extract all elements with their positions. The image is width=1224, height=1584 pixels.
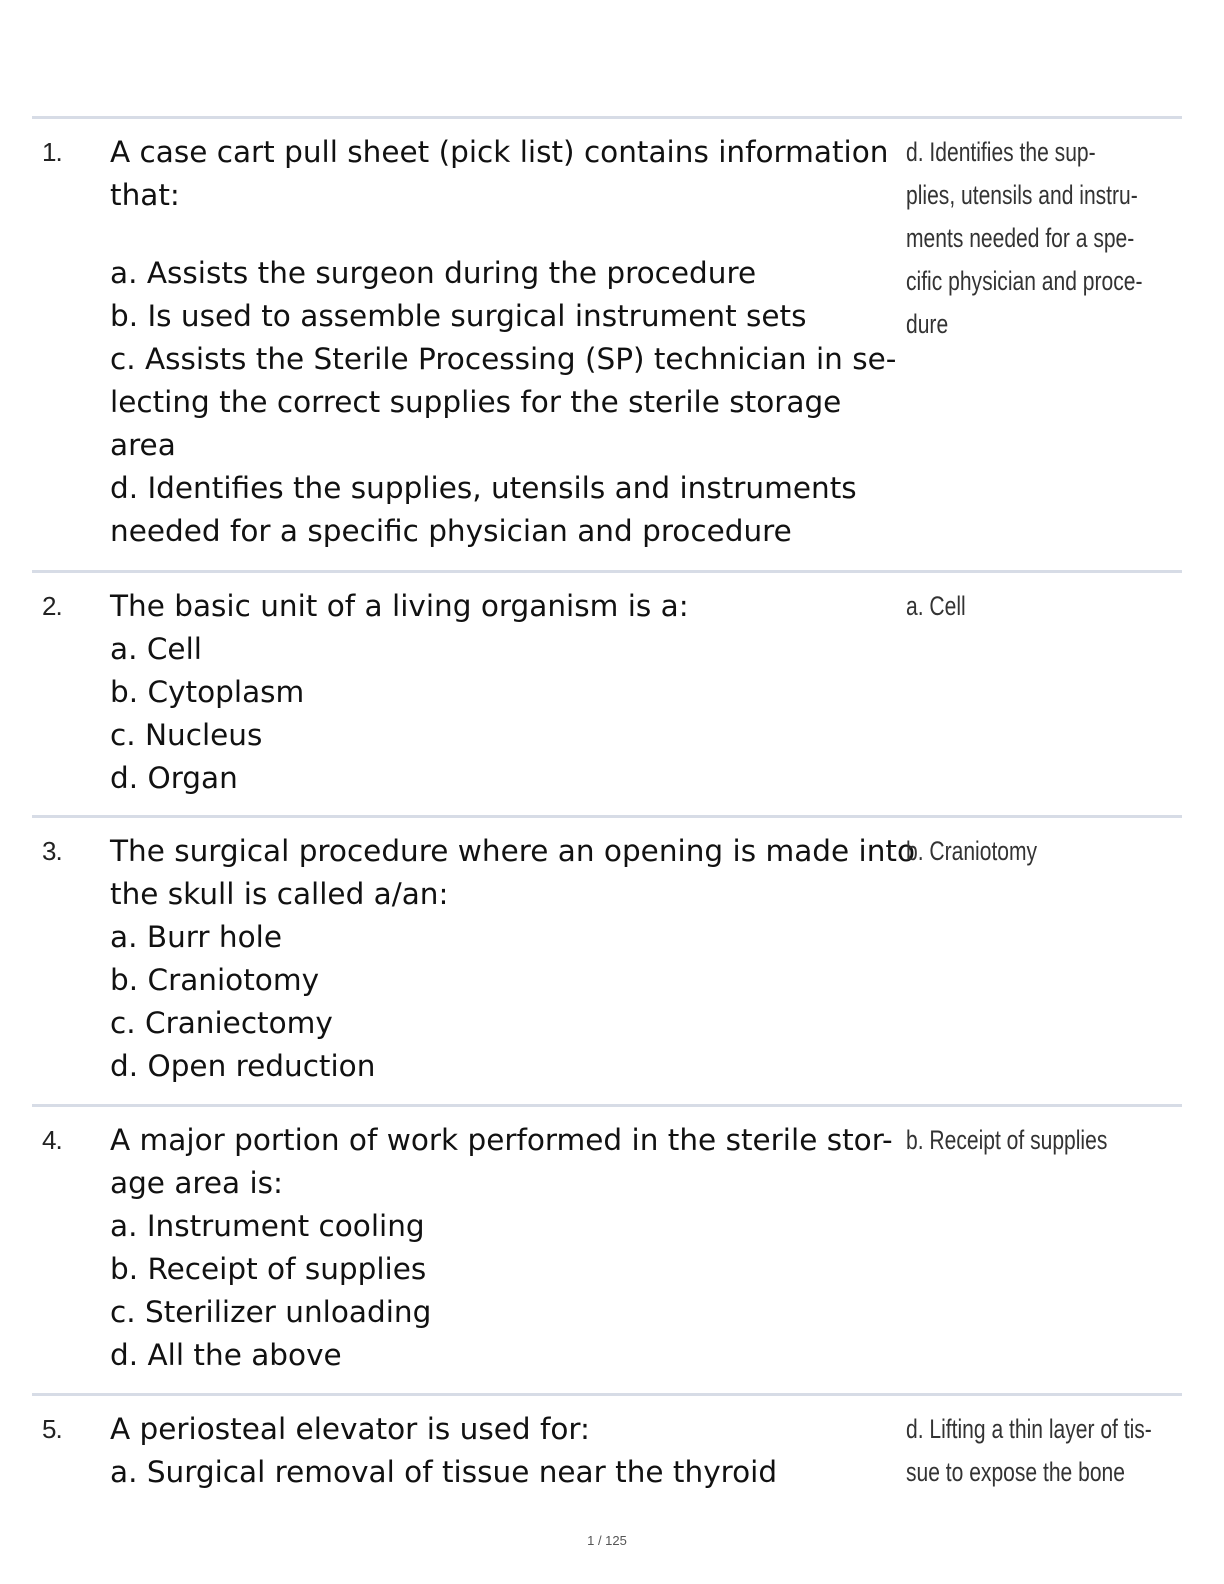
question-stem-line: The basic unit of a living organism is a:	[110, 589, 689, 623]
answer-line: d. Lifting a thin layer of tis-	[906, 1414, 1152, 1444]
question-row	[32, 570, 1182, 815]
option-line: c. Sterilizer unloading	[110, 1295, 432, 1329]
answer-line: a. Cell	[906, 591, 966, 621]
question-text	[110, 1119, 900, 1377]
option-line: d. Organ	[110, 761, 238, 795]
question-text	[110, 1408, 900, 1494]
answer-line: ments needed for a spe-	[906, 223, 1135, 253]
option-line: d. Identifies the supplies, utensils and instruments	[110, 471, 857, 505]
answer-text	[906, 830, 1117, 873]
option-line: a. Assists the surgeon during the procedure	[110, 256, 757, 290]
option-line: b. Cytoplasm	[110, 675, 305, 709]
option-line: needed for a specific physician and procedure	[110, 514, 792, 548]
question-row	[32, 1104, 1182, 1393]
answer-text	[906, 585, 1117, 628]
question-stem-line: The surgical procedure where an opening is made into	[110, 834, 916, 868]
question-text	[110, 585, 900, 800]
question-number: 4.	[42, 1125, 62, 1155]
option-line: c. Craniectomy	[110, 1006, 333, 1040]
option-line: c. Assists the Sterile Processing (SP) technician in se-	[110, 342, 897, 376]
answer-line: sue to expose the bone	[906, 1457, 1125, 1487]
option-line: a. Surgical removal of tissue near the thyroid	[110, 1455, 778, 1489]
question-row	[32, 815, 1182, 1104]
question-row	[32, 1393, 1182, 1503]
page-indicator: 1 / 125	[587, 1533, 627, 1548]
option-line: a. Cell	[110, 632, 202, 666]
answer-text	[906, 1119, 1117, 1162]
answer-line: d. Identifies the sup-	[906, 137, 1096, 167]
answer-text	[906, 1408, 1152, 1494]
option-line: lecting the correct supplies for the sterile storage	[110, 385, 842, 419]
option-line: a. Burr hole	[110, 920, 282, 954]
answer-line: plies, utensils and instru-	[906, 180, 1138, 210]
option-line: b. Craniotomy	[110, 963, 320, 997]
question-number: 3.	[42, 836, 62, 866]
question-stem-line: A case cart pull sheet (pick list) contains information	[110, 135, 889, 169]
option-line: area	[110, 428, 176, 462]
question-number: 5.	[42, 1414, 62, 1444]
option-line: b. Receipt of supplies	[110, 1252, 427, 1286]
question-row	[32, 116, 1182, 570]
question-stem-line: that:	[110, 178, 180, 212]
question-stem-line: age area is:	[110, 1166, 283, 1200]
question-stem-line: A major portion of work performed in the sterile stor-	[110, 1123, 893, 1157]
option-line: d. Open reduction	[110, 1049, 376, 1083]
question-number: 2.	[42, 591, 62, 621]
question-stem-line: A periosteal elevator is used for:	[110, 1412, 590, 1446]
answer-text	[906, 131, 1143, 346]
answer-line: b. Receipt of supplies	[906, 1125, 1108, 1155]
option-line: d. All the above	[110, 1338, 342, 1372]
question-text	[110, 830, 916, 1088]
answer-line: dure	[906, 309, 949, 339]
flashcard-sheet	[32, 116, 1182, 1503]
question-stem-line: the skull is called a/an:	[110, 877, 449, 911]
stem-options-gap	[110, 217, 900, 252]
question-text	[110, 131, 900, 553]
option-line: a. Instrument cooling	[110, 1209, 425, 1243]
question-number: 1.	[42, 137, 62, 167]
answer-line: b. Craniotomy	[906, 836, 1038, 866]
answer-line: cific physician and proce-	[906, 266, 1143, 296]
option-line: c. Nucleus	[110, 718, 263, 752]
option-line: b. Is used to assemble surgical instrument sets	[110, 299, 807, 333]
